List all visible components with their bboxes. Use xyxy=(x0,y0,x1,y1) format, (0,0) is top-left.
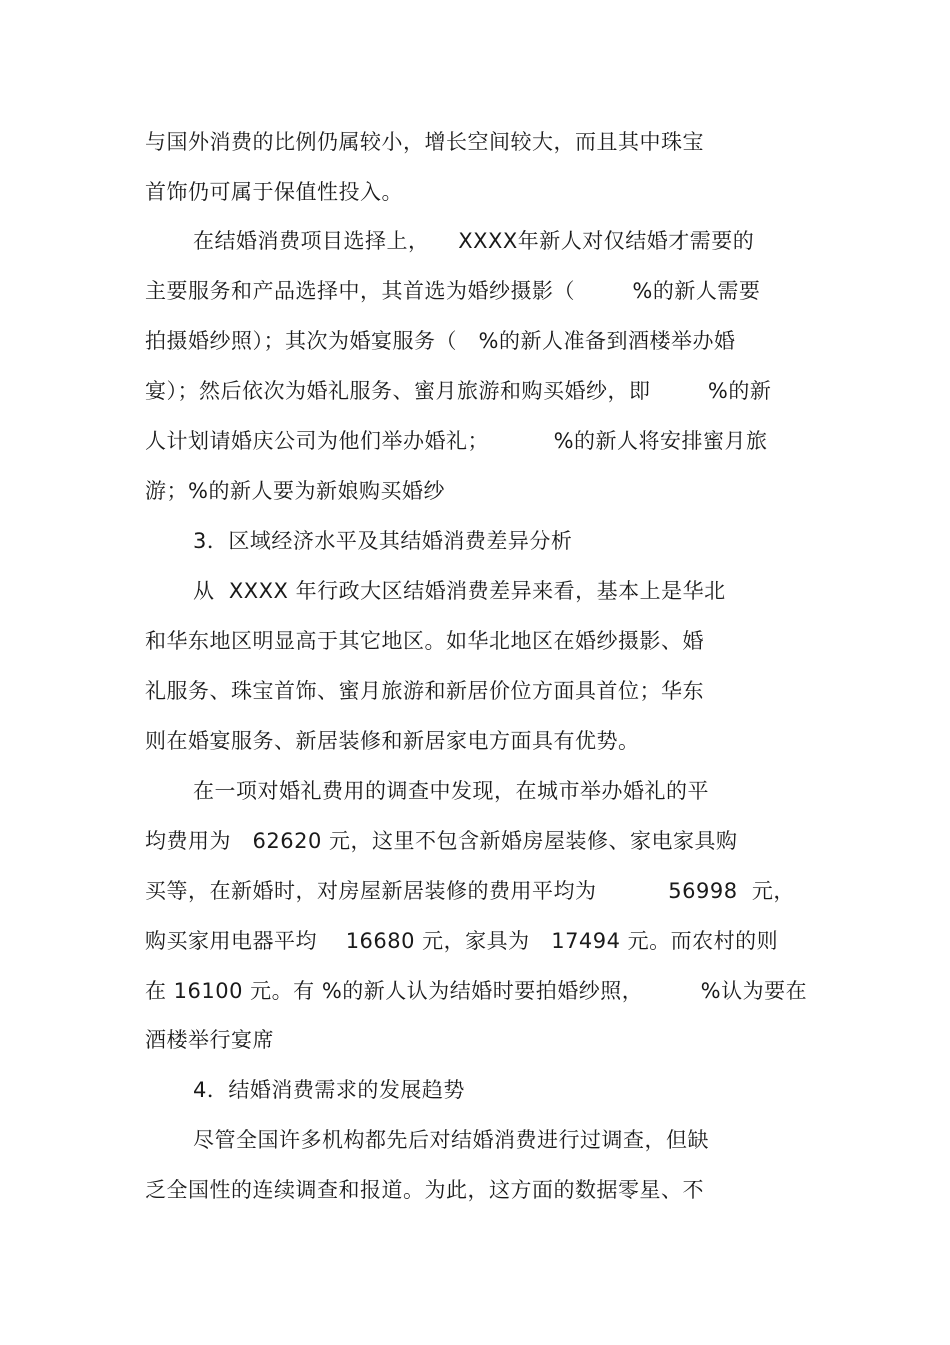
text-line: 宴）；然后依次为婚礼服务、蜜月旅游和购买婚纱，即 %的新 xyxy=(145,379,772,403)
text-line: 买等，在新婚时，对房屋新居装修的费用平均为 56998 元， xyxy=(145,879,795,903)
text-line: 则在婚宴服务、新居装修和新居家电方面具有优势。 xyxy=(145,729,640,753)
section-heading-4: 4．结婚消费需求的发展趋势 xyxy=(193,1078,465,1102)
paragraph-start-line: 尽管全国许多机构都先后对结婚消费进行过调查，但缺 xyxy=(193,1128,709,1152)
text-line: 乏全国性的连续调查和报道。为此，这方面的数据零星、不 xyxy=(145,1178,704,1202)
text-line: 和华东地区明显高于其它地区。如华北地区在婚纱摄影、婚 xyxy=(145,629,704,653)
text-line: 购买家用电器平均 16680 元，家具为 17494 元。而农村的则 xyxy=(145,929,779,953)
text-line: 游；%的新人要为新娘购买婚纱 xyxy=(145,479,445,503)
text-line: 主要服务和产品选择中，其首选为婚纱摄影（ %的新人需要 xyxy=(145,279,761,303)
text-line: 与国外消费的比例仍属较小，增长空间较大，而且其中珠宝 xyxy=(145,130,704,154)
text-line: 酒楼举行宴席 xyxy=(145,1028,274,1052)
paragraph-start-line: 在一项对婚礼费用的调查中发现，在城市举办婚礼的平 xyxy=(193,779,709,803)
text-line: 首饰仍可属于保值性投入。 xyxy=(145,180,403,204)
text-line: 拍摄婚纱照）；其次为婚宴服务（ %的新人准备到酒楼举办婚 xyxy=(145,329,736,353)
text-line: 礼服务、珠宝首饰、蜜月旅游和新居价位方面具首位；华东 xyxy=(145,679,704,703)
text-line: 均费用为 62620 元，这里不包含新婚房屋装修、家电家具购 xyxy=(145,829,738,853)
paragraph-start-line: 从 XXXX 年行政大区结婚消费差异来看，基本上是华北 xyxy=(193,579,726,603)
text-line: 在 16100 元。有 %的新人认为结婚时要拍婚纱照， %认为要在 xyxy=(145,979,808,1003)
paragraph-start-line: 在结婚消费项目选择上， XXXX年新人对仅结婚才需要的 xyxy=(193,229,755,253)
text-line: 人计划请婚庆公司为他们举办婚礼； %的新人将安排蜜月旅 xyxy=(145,429,768,453)
section-heading-3: 3．区域经济水平及其结婚消费差异分析 xyxy=(193,529,573,553)
